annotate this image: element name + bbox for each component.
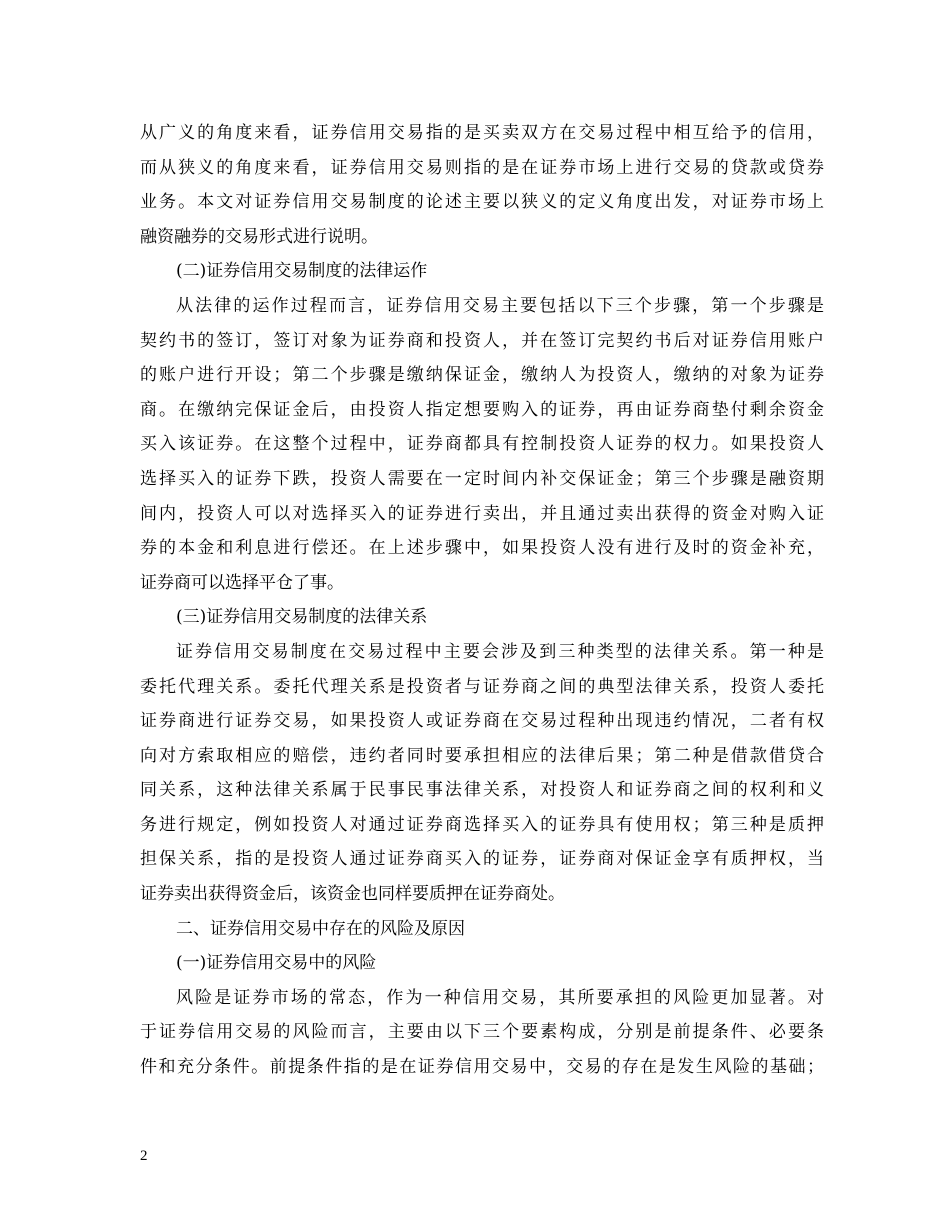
text-line: 从法律的运作过程而言，证券信用交易主要包括以下三个步骤，第一个步骤是 <box>176 295 824 316</box>
text-line: 二、证券信用交易中存在的风险及原因 <box>176 918 465 939</box>
document-body <box>140 116 824 1085</box>
text-line: 买入该证券。在这整个过程中，证券商都具有控制投资人证券的权力。如果投资人 <box>140 434 824 455</box>
text-line: 契约书的签订，签订对象为证券商和投资人，并在签订完契约书后对证券信用账户 <box>140 330 824 351</box>
text-line: 融资融券的交易形式进行说明。 <box>140 226 378 247</box>
text-line: 务进行规定，例如投资人对通过证券商选择买入的证券具有使用权；第三种是质押 <box>140 814 824 835</box>
text-line: 证券信用交易制度在交易过程中主要会涉及到三种类型的法律关系。第一种是 <box>176 641 824 662</box>
text-line: (一)证券信用交易中的风险 <box>176 953 377 974</box>
text-line: 于证券信用交易的风险而言，主要由以下三个要素构成，分别是前提条件、必要条 <box>140 1022 824 1043</box>
text-line: 证券卖出获得资金后，该资金也同样要质押在证券商处。 <box>140 884 565 905</box>
text-line: (三)证券信用交易制度的法律关系 <box>176 607 428 628</box>
text-line: 而从狭义的角度来看，证券信用交易则指的是在证券市场上进行交易的贷款或贷券 <box>140 157 824 178</box>
text-line: 担保关系，指的是投资人通过证券商买入的证券，证券商对保证金享有质押权，当 <box>140 849 824 870</box>
text-line: 业务。本文对证券信用交易制度的论述主要以狭义的定义角度出发，对证券市场上 <box>140 192 824 213</box>
text-line: 风险是证券市场的常态，作为一种信用交易，其所要承担的风险更加显著。对 <box>176 987 824 1008</box>
text-line: 同关系，这种法律关系属于民事民事法律关系，对投资人和证券商之间的权利和义 <box>140 780 824 801</box>
page-number: 2 <box>140 1148 148 1164</box>
text-line: 证券商可以选择平仓了事。 <box>140 572 344 593</box>
text-line: 从广义的角度来看，证券信用交易指的是买卖双方在交易过程中相互给予的信用， <box>140 123 824 143</box>
text-line: 券的本金和利息进行偿还。在上述步骤中，如果投资人没有进行及时的资金补充， <box>140 538 824 559</box>
text-line: 的账户进行开设；第二个步骤是缴纳保证金，缴纳人为投资人，缴纳的对象为证券 <box>140 365 824 386</box>
text-line: (二)证券信用交易制度的法律运作 <box>176 261 428 282</box>
text-line: 证券商进行证券交易，如果投资人或证券商在交易过程种出现违约情况，二者有权 <box>140 711 824 732</box>
text-line: 件和充分条件。前提条件指的是在证券信用交易中，交易的存在是发生风险的基础； <box>140 1057 824 1078</box>
text-line: 选择买入的证券下跌，投资人需要在一定时间内补交保证金；第三个步骤是融资期 <box>140 468 824 489</box>
text-line: 商。在缴纳完保证金后，由投资人指定想要购入的证券，再由证券商垫付剩余资金 <box>140 399 824 420</box>
text-line: 间内，投资人可以对选择买入的证券进行卖出，并且通过卖出获得的资金对购入证 <box>140 503 824 524</box>
text-line: 委托代理关系。委托代理关系是投资者与证券商之间的典型法律关系，投资人委托 <box>140 676 824 697</box>
text-line: 向对方索取相应的赔偿，违约者同时要承担相应的法律后果；第二种是借款借贷合 <box>140 745 824 766</box>
